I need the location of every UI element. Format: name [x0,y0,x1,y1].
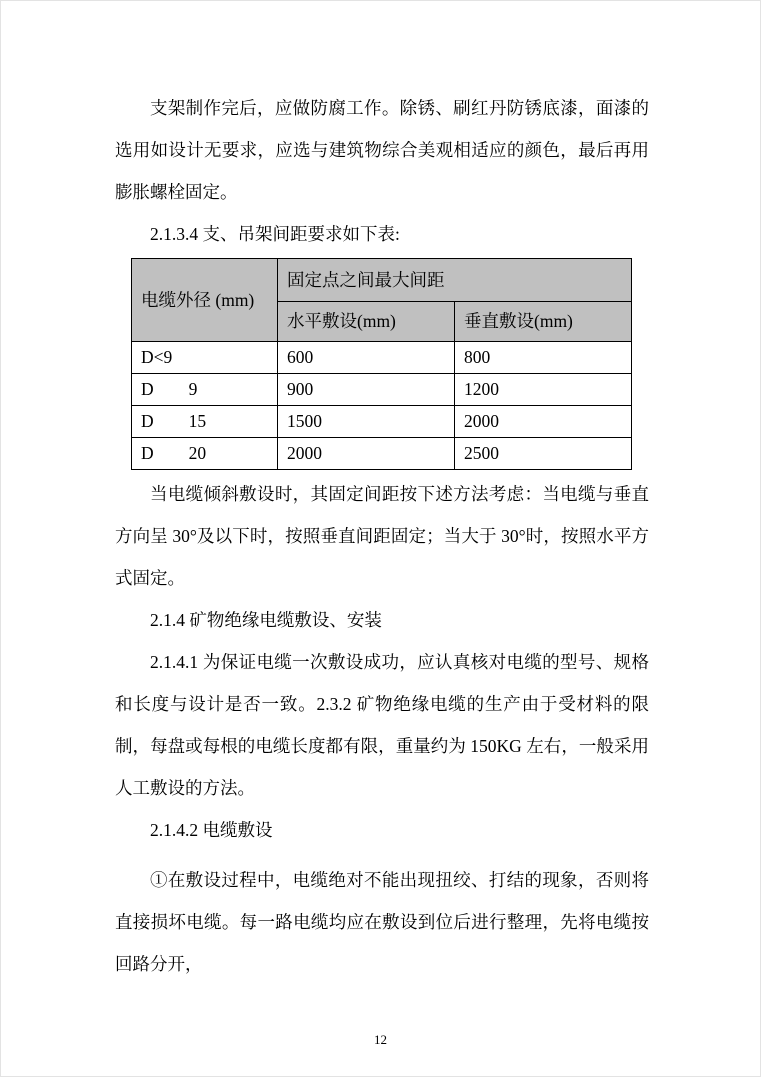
table-cell-diameter: D<9 [132,342,278,374]
table-cell-horizontal: 900 [278,374,455,406]
table-row [132,406,632,438]
table-header-vertical-laying: 垂直敷设(mm) [455,302,632,342]
table-cell-vertical: 2000 [455,406,632,438]
heading-2-1-3-4: 2.1.3.4 支、吊架间距要求如下表: [150,224,400,244]
paragraph-inclined-laying: 当电缆倾斜敷设时，其固定间距按下述方法考虑：当电缆与垂直方向呈 30°及以下时，按照垂直间距固定；当大于 30°时，按照水平方式固定。 [115,484,649,588]
table-cell-horizontal: 2000 [278,438,455,470]
table-cell-horizontal: 600 [278,342,455,374]
table-header-cable-outer-diameter: 电缆外径 (mm) [132,259,278,342]
table-cell-vertical: 2500 [455,438,632,470]
table-cell-horizontal: 1500 [278,406,455,438]
table-cell-vertical: 1200 [455,374,632,406]
heading-2-1-4-2: 2.1.4.2 电缆敷设 [150,820,273,840]
table-header-horizontal-laying: 水平敷设(mm) [278,302,455,342]
paragraph-bracket-anticorrosion: 支架制作完后，应做防腐工作。除锈、刷红丹防锈底漆，面漆的选用如设计无要求，应选与建筑物综合美观相适应的颜色，最后再用膨胀螺栓固定。 [115,98,649,202]
paragraph-2-1-4-1-cable-check: 2.1.4.1 为保证电缆一次敷设成功，应认真核对电缆的型号、规格和长度与设计是否一致。2.3.2 矿物绝缘电缆的生产由于受材料的限制，每盘或每根的电缆长度都有限，重量约为 150KG 左右，一般采用人工敷设的方法。 [115,652,649,798]
cable-spacing-table [131,258,632,470]
table-cell-diameter: D 9 [132,374,278,406]
table-row [132,342,632,374]
heading-2-1-4: 2.1.4 矿物绝缘电缆敷设、安装 [150,610,382,630]
document-content [115,87,649,985]
table-cell-diameter: D 15 [132,406,278,438]
paragraph-laying-process: ①在敷设过程中，电缆绝对不能出现扭绞、打结的现象，否则将直接损坏电缆。每一路电缆均应在敷设到位后进行整理，先将电缆按回路分开， [115,870,649,974]
table-row [132,374,632,406]
table-row [132,438,632,470]
table-cell-vertical: 800 [455,342,632,374]
table-cell-diameter: D 20 [132,438,278,470]
page-number: 12 [374,1032,387,1047]
table-header-max-fixing-spacing: 固定点之间最大间距 [278,259,632,302]
